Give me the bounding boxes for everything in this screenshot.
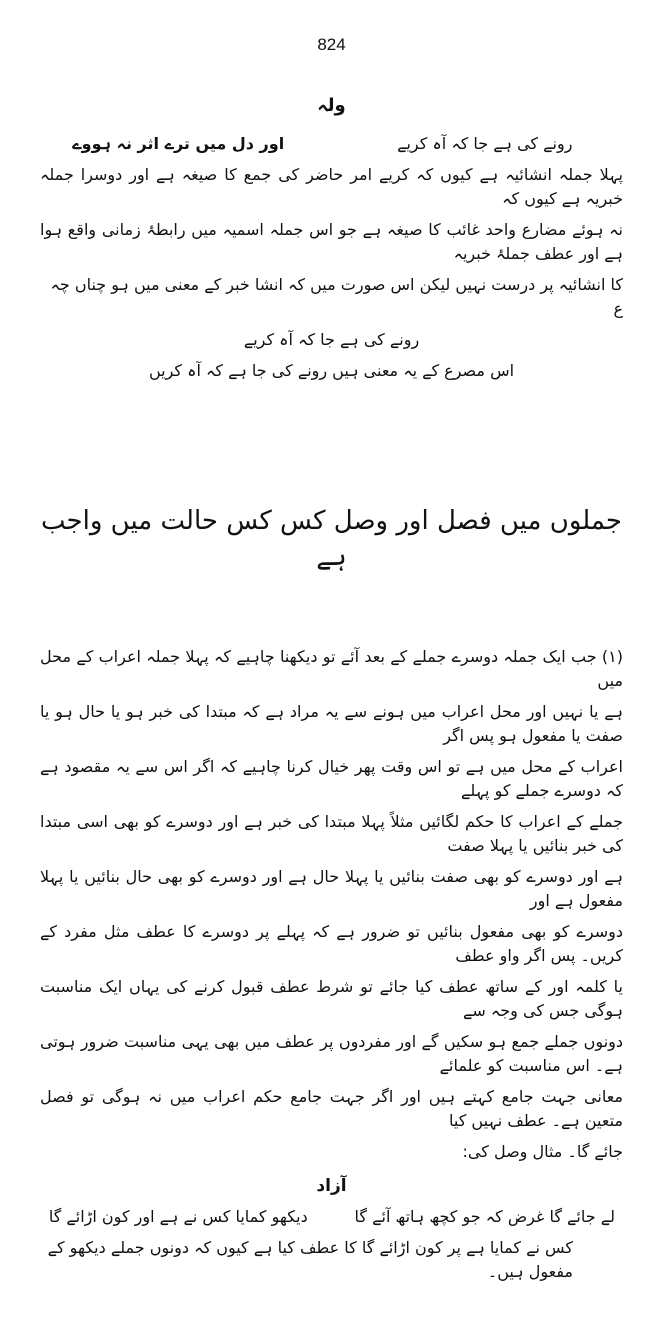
text-line: دونوں جملے جمع ہو سکیں گے اور مفردوں پر عطف میں بھی یہی مناسبت ضرور ہوتی ہے۔ اس مناسبت کو علمائے [40,1032,623,1075]
couplet-second-hemistich: اور دل میں ترے اثر نہ ہووے [72,134,285,153]
poem-title: ولہ [317,95,346,116]
text-line: (۱) جب ایک جملہ دوسرے جملے کے بعد آئے تو دیکھنا چاہیے کہ پہلا جملہ اعراب کے محل میں [40,647,623,690]
text-line: معانی جہت جامع کہتے ہیں اور اگر جہت جامع حکم اعراب میں نہ ہوگی تو فصل متعین ہے۔ عطف نہیں کیا [40,1087,623,1130]
text-line: ہے اور دوسرے کو بھی صفت بنائیں یا پہلا حال ہے اور دوسرے کو بھی حال بنائیں یا پہلا مفعول ہے اور [40,867,623,910]
couplet-first-hemistich: رونے کی ہے جا کہ آہ کریے [397,134,573,153]
text-line: نہ ہوئے مضارع واحد غائب کا صیغہ ہے جو اس جملہ اسمیہ میں رابطۂ زمانی واقع ہوا ہے اور عطف جملۂ خبریہ [40,220,623,263]
text-line: جملے کے اعراب کا حکم لگائیں مثلاً پہلا مبتدا کی خبر ہے اور دوسرے کو بھی اسی مبتدا کی خبر بنائیں یا پہلا صفت [40,812,623,855]
page-number: 824 [317,35,346,54]
quoted-hemistich: رونے کی ہے جا کہ آہ کریے [243,330,420,349]
text-line: جائے گا۔ مثال وصل کی: [462,1142,623,1161]
text-line: پہلا جملہ انشائیہ ہے کیوں کہ کریے امر حاضر کی جمع کا صیغہ ہے اور دوسرا جملہ خبریہ ہے کیوں کہ [40,165,623,208]
section-heading: جملوں میں فصل اور وصل کس کس حالت میں واجب ہے [41,506,622,572]
poem-title: آزاد [316,1176,347,1196]
text-line: کس نے کمایا ہے پر کون اڑائے گا کا عطف کیا ہے کیوں کہ دونوں جملے دیکھو کے مفعول ہیں۔ [47,1238,573,1281]
text-line: اس مصرع کے یہ معنی ہیں رونے کی جا ہے کہ آہ کریں [148,361,515,380]
text-line: دوسرے کو بھی مفعول بنائیں تو ضرور ہے کہ پہلے پر دوسرے کا عطف مثل مفرد کے کریں۔ پس اگر واو عطف [40,922,623,965]
text-line: کا انشائیہ پر درست نہیں لیکن اس صورت میں کہ انشا خبر کے معنی میں ہو چناں چہ ع [50,275,623,318]
couplet [40,132,623,156]
text-line: اعراب کے محل میں ہے تو اس وقت پھر خیال کرنا چاہیے کہ اگر اس سے یہ مقصود ہے کہ دوسرے جملے کو پہلے [40,757,623,800]
couplet-second-hemistich: دیکھو کمایا کس نے ہے اور کون اڑائے گا [48,1207,308,1226]
couplet-first-hemistich: لے جائے گا غرض کہ جو کچھ ہاتھ آئے گا [354,1207,615,1226]
couplet [40,1205,623,1229]
text-line: یا کلمہ اور کے ساتھ عطف کیا جائے تو شرط عطف قبول کرنے کی یہاں ایک مناسبت ہوگی جس کی وجہ سے [40,977,623,1020]
text-line: ہے یا نہیں اور محل اعراب میں ہونے سے یہ مراد ہے کہ مبتدا کی خبر ہو یا حال ہو یا صفت یا مفعول ہو پس اگر [40,702,623,745]
